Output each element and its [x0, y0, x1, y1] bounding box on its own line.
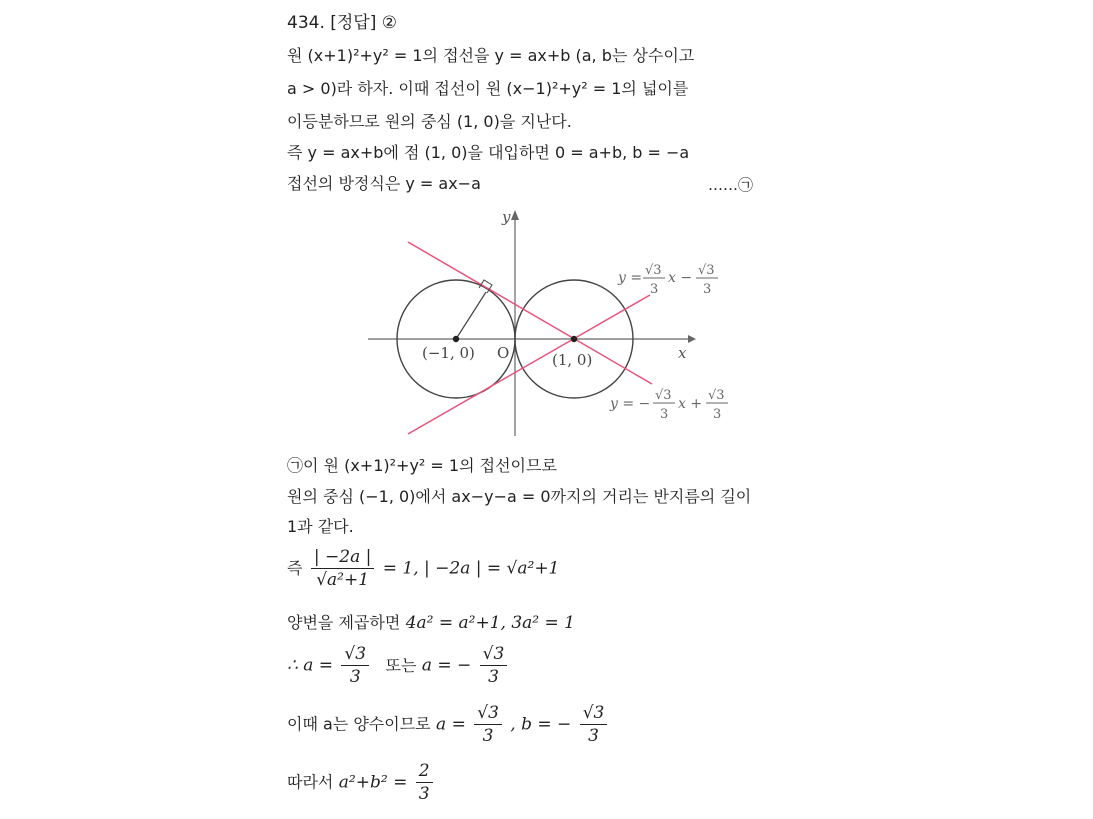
solution-line-2: a > 0)라 하자. 이때 접선이 원 (x−1)²+y² = 1의 넓이를 — [287, 79, 689, 98]
lower-line-const-den: 3 — [713, 407, 722, 422]
eq3-b-numerator: √3 — [480, 643, 508, 666]
solution-line-7: 원의 중심 (−1, 0)에서 ax−y−a = 0까지의 거리는 반지름의 길이 — [287, 487, 752, 506]
eq4-b: , b = − — [510, 714, 572, 735]
x-axis-arrow — [688, 335, 696, 343]
eq4-b-fraction — [580, 702, 608, 747]
eq4-b-numerator: √3 — [580, 702, 608, 725]
tangent-line-lower — [408, 295, 650, 434]
y-axis-arrow — [511, 210, 519, 220]
eq3-b-fraction — [480, 643, 508, 688]
lower-line-coef-den: 3 — [660, 407, 669, 422]
eq4-text: 이때 a는 양수이므로 — [287, 714, 431, 734]
tangent-figure — [360, 200, 740, 445]
equation-marker: ……㉠ — [708, 176, 754, 194]
y-axis-label: y — [502, 208, 511, 226]
eq3-denominator: 3 — [349, 667, 361, 687]
solution-line-6: ㉠이 원 (x+1)²+y² = 1의 접선이므로 — [287, 456, 557, 475]
equation-positive — [287, 702, 610, 747]
equation-solutions — [287, 643, 510, 688]
point-right-center — [571, 336, 577, 342]
eq3-b-denominator: 3 — [488, 667, 499, 687]
lower-line-const-num: √3 — [708, 388, 725, 403]
eq1-rest: = 1, | −2a | = √a²+1 — [382, 558, 560, 579]
eq3-prefix: ∴ a = — [287, 655, 334, 676]
eq5-fraction — [416, 760, 433, 805]
lower-line-coef-num: √3 — [655, 388, 672, 403]
upper-line-const-den: 3 — [703, 282, 712, 297]
eq5-denominator: 3 — [418, 784, 430, 804]
eq2-math: 4a² = a²+1, 3a² = 1 — [405, 613, 575, 633]
tangent-line-upper — [408, 242, 652, 384]
solution-line-3: 이등분하므로 원의 중심 (1, 0)을 지난다. — [287, 112, 572, 131]
point-left-label: (−1, 0) — [422, 344, 475, 362]
lower-line-lhs: y = − — [610, 396, 651, 412]
eq3-numerator: √3 — [341, 643, 369, 666]
eq4-a-fraction — [474, 702, 502, 747]
eq4-a-numerator: √3 — [474, 702, 502, 725]
eq4-a: a = — [436, 714, 466, 735]
equation-distance — [287, 546, 559, 591]
eq1-denominator: √a²+1 — [316, 570, 370, 590]
eq5-numerator: 2 — [416, 760, 433, 783]
eq5-text: 따라서 — [287, 772, 334, 792]
upper-line-lhs: y = — [618, 270, 643, 286]
eq2-text: 양변을 제곱하면 — [287, 613, 401, 632]
solution-line-5: 접선의 방정식은 y = ax−a — [287, 174, 481, 193]
eq1-prefix: 즉 — [287, 558, 303, 578]
equation-squared — [287, 610, 575, 636]
upper-line-const-num: √3 — [698, 263, 715, 278]
problem-title: 434. [정답] ② — [287, 13, 398, 33]
eq3-fraction — [341, 643, 369, 688]
eq1-fraction — [311, 546, 374, 591]
radius-segment — [456, 292, 486, 339]
point-right-label: (1, 0) — [552, 351, 593, 369]
eq3-mid: 또는 — [385, 655, 417, 675]
solution-line-8: 1과 같다. — [287, 517, 354, 536]
eq1-numerator: | −2a | — [311, 546, 374, 569]
solution-line-1: 원 (x+1)²+y² = 1의 접선을 y = ax+b (a, b는 상수이고 — [287, 46, 695, 65]
eq4-b-denominator: 3 — [588, 726, 599, 746]
upper-line-coef-den: 3 — [650, 282, 659, 297]
eq3-b: a = − — [421, 655, 472, 676]
point-left-center — [453, 336, 459, 342]
lower-line-mid: x + — [678, 396, 703, 412]
equation-final — [287, 760, 436, 805]
solution-line-4: 즉 y = ax+b에 점 (1, 0)을 대입하면 0 = a+b, b = −a — [287, 143, 690, 162]
upper-line-mid: x − — [668, 270, 693, 286]
x-axis-label: x — [678, 344, 687, 362]
upper-line-coef-num: √3 — [645, 263, 662, 278]
eq5-math: a²+b² = — [338, 772, 408, 793]
eq4-a-denominator: 3 — [482, 726, 494, 746]
origin-label: O — [497, 344, 510, 362]
